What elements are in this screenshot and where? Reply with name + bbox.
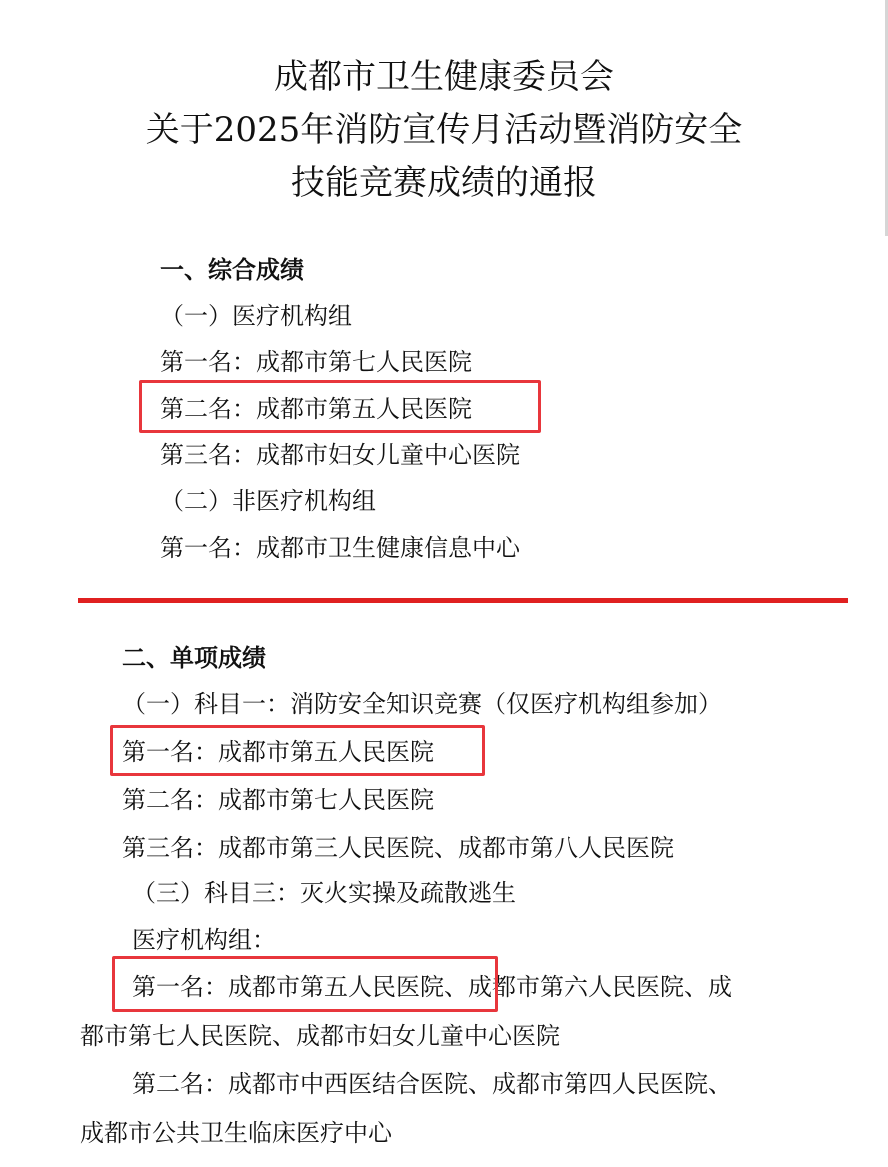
subject-3-first-rest: 、成都市第六人民医院、成 bbox=[444, 973, 732, 1001]
group-label-medical: （一）医疗机构组 bbox=[160, 302, 352, 330]
overall-medical-first: 第一名：成都市第七人民医院 bbox=[160, 348, 472, 376]
overall-medical-second: 第二名：成都市第五人民医院 bbox=[160, 395, 472, 423]
subject-1-label: （一）科目一：消防安全知识竞赛（仅医疗机构组参加） bbox=[122, 690, 722, 718]
overall-non-medical-first: 第一名：成都市卫生健康信息中心 bbox=[160, 534, 520, 562]
subject-3-first-highlighted: 第一名：成都市第五人民医院 bbox=[132, 973, 444, 1001]
highlight-box-overall-second bbox=[139, 380, 541, 433]
subject-1-second: 第二名：成都市第七人民医院 bbox=[122, 786, 434, 814]
group-label-non-medical: （二）非医疗机构组 bbox=[160, 487, 376, 515]
subject-3-group-label: 医疗机构组： bbox=[132, 926, 276, 954]
section-heading-individual: 二、单项成绩 bbox=[122, 644, 266, 672]
document-title-line-2: 关于2025年消防宣传月活动暨消防安全 bbox=[145, 110, 743, 150]
section-divider bbox=[78, 598, 848, 603]
subject-1-first: 第一名：成都市第五人民医院 bbox=[122, 738, 434, 766]
highlight-box-subject-3-first bbox=[112, 956, 498, 1012]
overall-medical-third: 第三名：成都市妇女儿童中心医院 bbox=[160, 441, 520, 469]
subject-3-second-line-2: 成都市公共卫生临床医疗中心 bbox=[80, 1119, 392, 1147]
subject-3-first-line-2: 都市第七人民医院、成都市妇女儿童中心医院 bbox=[80, 1022, 560, 1050]
subject-1-third: 第三名：成都市第三人民医院、成都市第八人民医院 bbox=[122, 834, 674, 862]
document-title-line-1: 成都市卫生健康委员会 bbox=[274, 57, 614, 97]
document-title-line-3: 技能竞赛成绩的通报 bbox=[291, 163, 597, 203]
subject-3-label: （三）科目三：灭火实操及疏散逃生 bbox=[132, 879, 516, 907]
section-heading-overall: 一、综合成绩 bbox=[160, 256, 304, 284]
subject-3-second-line-1: 第二名：成都市中西医结合医院、成都市第四人民医院、 bbox=[132, 1070, 732, 1098]
highlight-box-subject-1-first bbox=[110, 725, 485, 776]
